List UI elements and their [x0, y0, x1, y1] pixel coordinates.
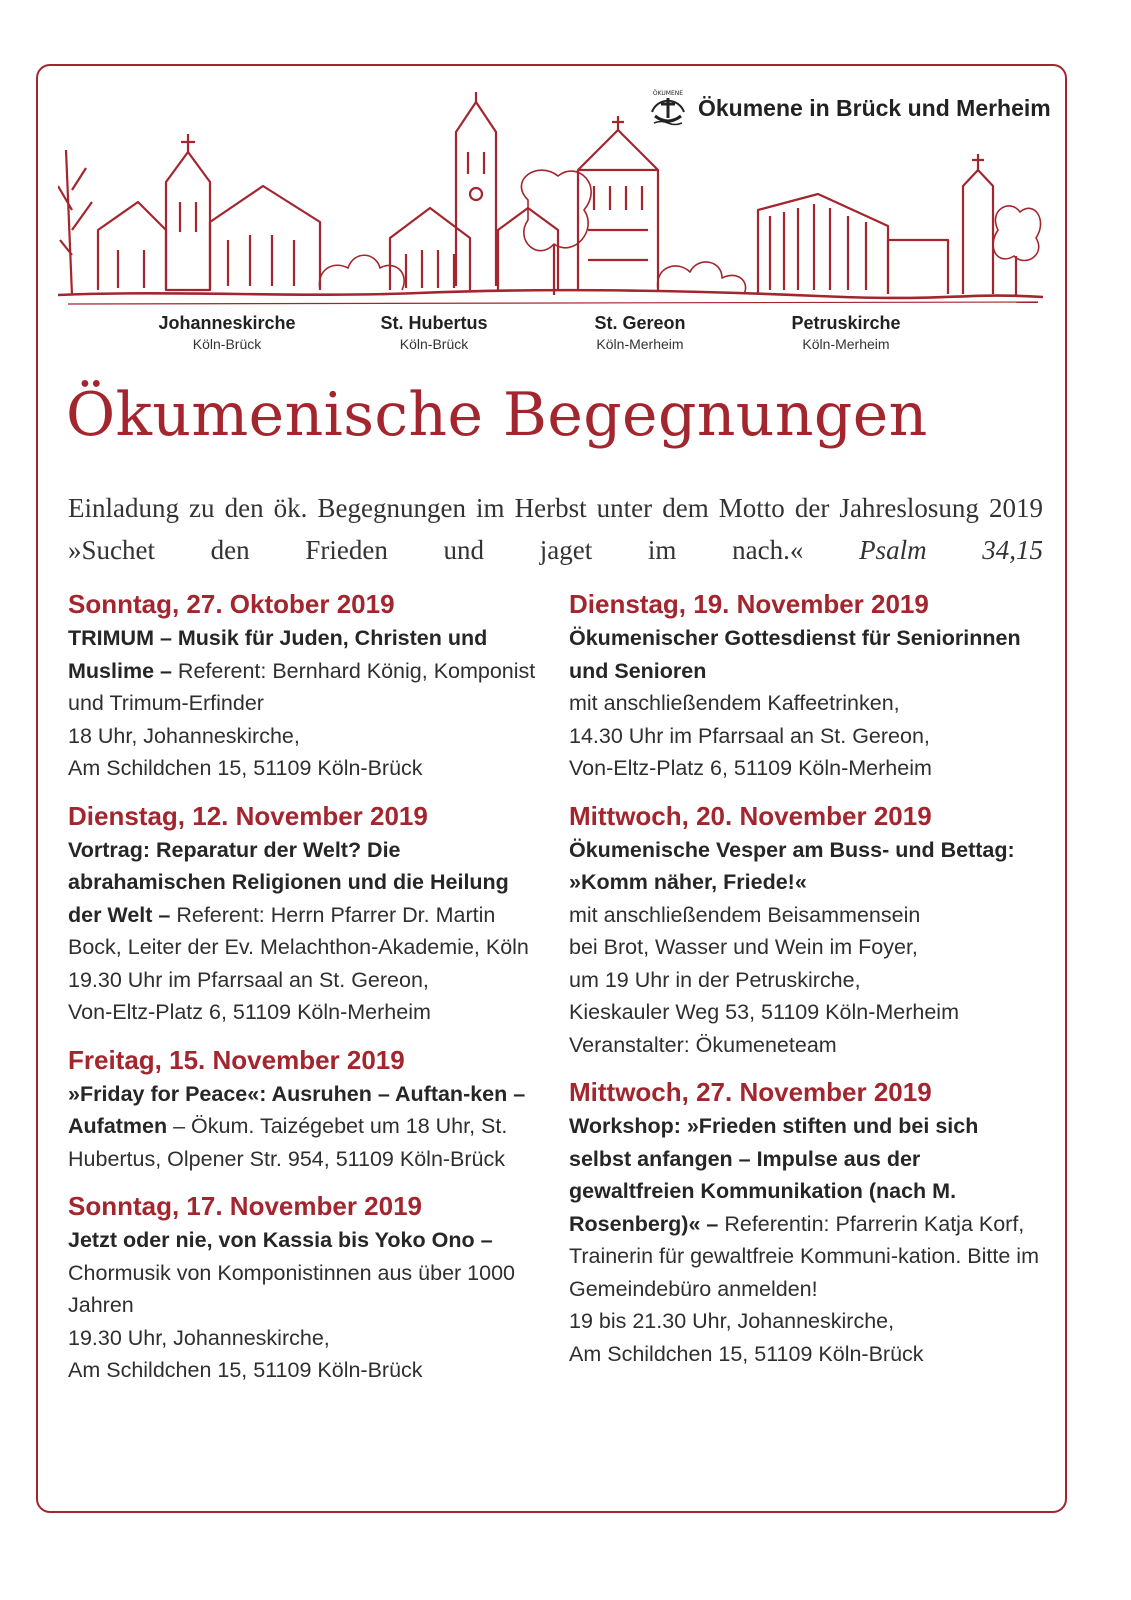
event-item: [569, 798, 1044, 1062]
intro-text: Einladung zu den ök. Begegnungen im Herbst unter dem Motto der Jahreslosung 2019 »Suchet den Frieden und jaget im nach.«: [68, 493, 1043, 565]
event-headline: Workshop: »Frieden stiften und bei sich selbst anfangen – Impulse aus der gewaltfreien Kommunikation (nach M. Rosenberg)« –: [569, 1114, 979, 1236]
event-text: Referent: Bernhard König, Komponist und Trimum-Erfinder: [68, 658, 536, 715]
event-headline: Vortrag: Reparatur der Welt? Die abrahamischen Religionen und die Heilung der Welt –: [68, 837, 509, 927]
event-body: [68, 834, 543, 1029]
st-gereon-drawing: [578, 116, 658, 290]
event-item: [68, 586, 543, 785]
church-caption-st-hubertus: [344, 313, 524, 352]
event-line: bei Brot, Wasser und Wein im Foyer,: [569, 935, 918, 959]
church-name: Johanneskirche: [158, 313, 296, 333]
event-body: [569, 1110, 1044, 1370]
event-line: Kieskauler Weg 53, 51109 Köln-Merheim: [569, 1000, 959, 1024]
event-line: Veranstalter: Ökumeneteam: [569, 1032, 837, 1057]
church-name: St. Gereon: [594, 313, 686, 333]
event-text: – Ökum. Taizégebet um 18 Uhr, St. Hubertus, Olpener Str. 954, 51109 Köln-Brück: [68, 1114, 508, 1171]
event-body: [569, 622, 1044, 785]
event-body: [68, 1078, 543, 1176]
event-headline: TRIMUM – Musik für Juden, Christen und Muslime –: [68, 626, 488, 683]
event-line: mit anschließendem Kaffeetrinken,: [569, 691, 900, 715]
event-headline: Jetzt oder nie, von Kassia bis Yoko Ono –: [68, 1228, 493, 1252]
event-line: 19.30 Uhr, Johanneskirche,: [68, 1325, 330, 1350]
church-name: Petruskirche: [791, 313, 901, 333]
johanneskirche-drawing: [98, 134, 320, 290]
events-right-column: [569, 586, 1044, 1383]
event-body: [68, 622, 543, 785]
event-item: [68, 798, 543, 1029]
event-date: Freitag, 15. November 2019: [68, 1044, 405, 1075]
event-headline: »Friday for Peace«: Ausruhen – Auftan-ken – Aufatmen: [68, 1081, 526, 1138]
event-date: Mittwoch, 27. November 2019: [569, 1077, 932, 1107]
event-text: Referentin: Pfarrerin Katja Korf, Trainerin für gewaltfreie Kommuni-kation. Bitte im Gemeindebüro anmelden!: [569, 1211, 1039, 1301]
church-place: Köln-Merheim: [596, 336, 684, 352]
event-text: Chormusik von Komponistinnen aus über 1000 Jahren: [68, 1260, 515, 1317]
event-item: [569, 586, 1044, 785]
event-body: [68, 1224, 543, 1387]
event-date: Dienstag, 12. November 2019: [68, 800, 428, 831]
event-line: Am Schildchen 15, 51109 Köln-Brück: [68, 756, 423, 780]
event-date: Sonntag, 17. November 2019: [68, 1191, 423, 1221]
logo-ring-text: ÖKUMENE: [652, 90, 684, 97]
church-caption-st-gereon: [550, 313, 730, 352]
event-line: Am Schildchen 15, 51109 Köln-Brück: [68, 1358, 423, 1382]
event-item: [569, 1074, 1044, 1370]
church-name: St. Hubertus: [380, 313, 488, 333]
churches-skyline-illustration: [58, 90, 1043, 310]
events-left-column: [68, 586, 543, 1400]
st-hubertus-drawing: [390, 92, 558, 290]
intro-bible-reference: Psalm 34,15: [859, 535, 1044, 565]
church-place: Köln-Merheim: [802, 336, 890, 352]
page-title: Ökumenische Begegnungen: [66, 380, 928, 450]
event-line: 19 bis 21.30 Uhr, Johanneskirche,: [569, 1309, 895, 1333]
event-headline: Ökumenische Vesper am Buss- und Bettag: »Komm näher, Friede!«: [569, 837, 1015, 894]
event-line: 14.30 Uhr im Pfarrsaal an St. Gereon,: [569, 723, 930, 748]
event-body: [569, 834, 1044, 1062]
event-line: mit anschließendem Beisammensein: [569, 902, 921, 927]
petruskirche-drawing: [758, 154, 993, 294]
event-line: Von-Eltz-Platz 6, 51109 Köln-Merheim: [569, 756, 932, 780]
logo-text: Ökumene in Brück und Merheim: [698, 94, 1051, 121]
church-caption-petruskirche: [756, 313, 936, 352]
event-text: Referent: Herrn Pfarrer Dr. Martin Bock, Leiter der Ev. Melachthon-Akademie, Köln: [68, 902, 529, 959]
event-headline: Ökumenischer Gottesdienst für Seniorinnen und Senioren: [569, 626, 1021, 683]
event-line: Am Schildchen 15, 51109 Köln-Brück: [569, 1341, 924, 1366]
event-date: Mittwoch, 20. November 2019: [569, 800, 932, 831]
intro-paragraph: [68, 487, 1043, 571]
event-date: Sonntag, 27. Oktober 2019: [68, 589, 395, 619]
event-line: Von-Eltz-Platz 6, 51109 Köln-Merheim: [68, 1000, 431, 1024]
church-caption-johanneskirche: [137, 313, 317, 352]
event-item: [68, 1188, 543, 1387]
event-line: 19.30 Uhr im Pfarrsaal an St. Gereon,: [68, 967, 429, 992]
church-place: Köln-Brück: [399, 336, 469, 352]
event-line: um 19 Uhr in der Petruskirche,: [569, 967, 861, 992]
event-line: 18 Uhr, Johanneskirche,: [68, 723, 300, 748]
event-date: Dienstag, 19. November 2019: [569, 589, 929, 619]
event-item: [68, 1042, 543, 1176]
church-place: Köln-Brück: [192, 336, 262, 352]
